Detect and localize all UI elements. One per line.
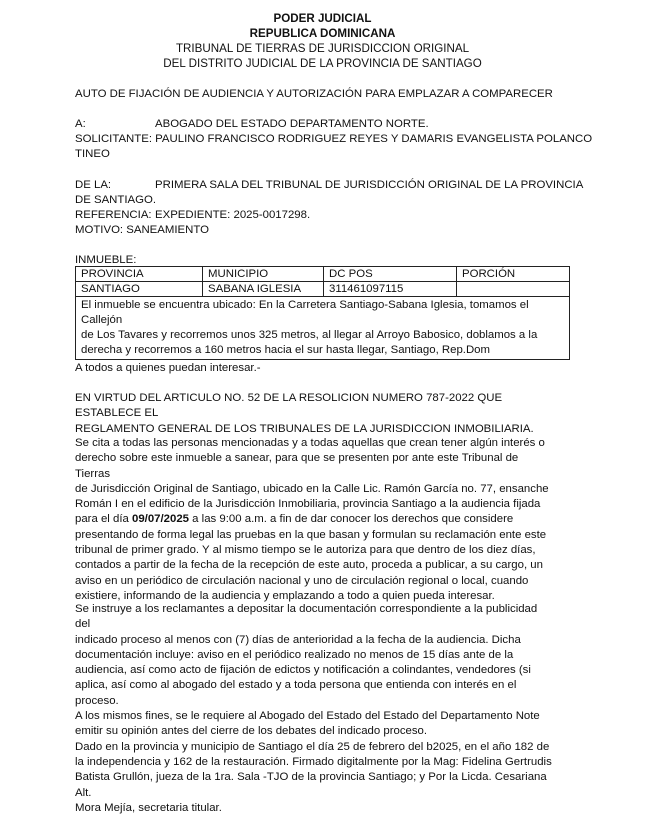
instruction-line: A los mismos fines, se le requiere al Abogado del Estado del Estado del Departamento Note	[75, 710, 540, 723]
reference-line	[75, 208, 310, 223]
table-cell: SANTIAGO	[76, 282, 203, 297]
hearing-date: 09/07/2025	[132, 513, 190, 526]
table-header-row	[76, 267, 570, 282]
instructions-paragraph	[75, 602, 555, 816]
table-header-cell: PROVINCIA	[76, 267, 203, 282]
instruction-line: aplica, así como al abogado del estado y a toda persona que entienda con interés en el	[75, 679, 517, 692]
document-title: AUTO DE FIJACIÓN DE AUDIENCIA Y AUTORIZACIÓN PARA EMPLAZAR A COMPARECER	[75, 88, 553, 100]
location-line: El inmueble se encuentra ubicado: En la Carretera Santiago-Sabana Iglesia, tomamos el Callejón	[81, 299, 529, 326]
location-line: de Los Tavares y recorremos unos 325 metros, al llegar al Arroyo Babosico, doblamos a la	[81, 329, 538, 341]
instruction-line: Dado en la provincia y municipio de Santiago el día 25 de febrero del b2025, en el año 182 de	[75, 740, 550, 753]
greeting: A todos a quienes puedan interesar.-	[75, 362, 261, 374]
citation-line: de Jurisdicción Original de Santiago, ubicado en la Calle Lic. Ramón García no. 77, ensanche	[75, 482, 549, 495]
citation-line: aviso en un periódico de circulación nacional y uno de circulación regional o local, cuando	[75, 574, 529, 587]
date-suffix: a las 9:00 a.m. a fin de dar conocer los derechos que considere	[189, 513, 514, 526]
instruction-line: documentación incluye: aviso en el periódico realizado no menos de 15 días ante de la	[75, 648, 514, 661]
location-cell	[76, 297, 570, 360]
date-prefix: para el día	[75, 513, 132, 526]
instruction-line: proceso.	[75, 694, 119, 707]
instruction-line: emitir su opinión antes del cierre de los debates del indicado proceso.	[75, 725, 428, 738]
recipient-label: A:	[75, 118, 86, 130]
header-line-3: TRIBUNAL DE TIERRAS DE JURISDICCION ORIGINAL	[175, 42, 470, 55]
instruction-line: la independencia y 162 de la restauración. Firmado digitalmente por la Mag: Fidelina Gertrudis	[75, 755, 552, 768]
issuer-line-2: DE SANTIAGO.	[75, 194, 157, 206]
location-row	[76, 297, 570, 360]
motive-line: MOTIVO: SANEAMIENTO	[75, 224, 209, 236]
issuer-value: PRIMERA SALA DEL TRIBUNAL DE JURISDICCIÓN ORIGINAL DE LA PROVINCIA	[155, 179, 584, 191]
reference-value: EXPEDIENTE: 2025-0017298.	[155, 209, 311, 221]
citation-date-line	[75, 512, 555, 527]
instruction-line: audiencia, así como acto de fijación de edictos y notificación a colindantes, vendedores (si	[75, 664, 531, 677]
citation-line: Román I en el edificio de la Jurisdicción Inmobiliaria, provincia Santiago a la audiencia fijada	[75, 498, 541, 511]
citation-line: existiere, informando de la audiencia y emplazando a todo a quien pueda interesar.	[75, 589, 495, 602]
table-cell: 311461097115	[324, 282, 457, 297]
citation-line: contados a partir de la fecha de la recepción de este auto, proceda a publicar, a su cargo, un	[75, 559, 543, 572]
issuer-line	[75, 178, 583, 193]
header-line-1: PODER JUDICIAL	[273, 12, 372, 25]
table-header-cell: PORCIÓN	[457, 267, 570, 282]
recipient-value: ABOGADO DEL ESTADO DEPARTAMENTO NORTE.	[155, 118, 429, 130]
citation-line: tribunal de primer grado. Y al mismo tiempo se le autoriza para que dentro de los diez días,	[75, 544, 536, 557]
header-line-4: DEL DISTRITO JUDICIAL DE LA PROVINCIA DE SANTIAGO	[163, 57, 482, 70]
legal-basis-line: EN VIRTUD DEL ARTICULO NO. 52 DE LA RESOLICION NUMERO 787-2022 QUE ESTABLECE EL	[75, 392, 503, 420]
citation-paragraph	[75, 436, 555, 604]
citation-line: derecho sobre este inmueble a sanear, para que se presenten por ante este Tribunal de Tierras	[75, 452, 519, 480]
table-cell	[457, 282, 570, 297]
instruction-line: Batista Grullón, jueza de la 1ra. Sala -TJO de la provincia Santiago; y Por la Licda. Cesariana Alt.	[75, 771, 547, 799]
table-row	[76, 282, 570, 297]
recipient-line	[75, 117, 429, 132]
citation-line: presentando de forma legal las pruebas en la que basan y formulan su reclamación ente este	[75, 528, 547, 541]
applicant-line-2: TINEO	[75, 148, 110, 160]
citation-line: Se cita a todas las personas mencionadas y a todas aquellas que crean tener algún interés o	[75, 437, 545, 449]
table-cell: SABANA IGLESIA	[203, 282, 324, 297]
legal-basis-line: REGLAMENTO GENERAL DE LOS TRIBUNALES DE LA JURISDICCION INMOBILIARIA.	[75, 422, 534, 435]
issuer-label: DE LA:	[75, 179, 112, 191]
reference-label: REFERENCIA:	[75, 209, 152, 221]
table-header-cell: DC POS	[324, 267, 457, 282]
table-header-cell: MUNICIPIO	[203, 267, 324, 282]
property-table	[75, 266, 570, 360]
instruction-line: Se instruye a los reclamantes a depositar la documentación correspondiente a la publicidad del	[75, 603, 538, 631]
header-line-2: REPUBLICA DOMINICANA	[249, 27, 396, 40]
instruction-line: indicado proceso al menos con (7) días de anterioridad a la fecha de la audiencia. Dicha	[75, 633, 521, 646]
legal-basis	[75, 391, 555, 437]
instruction-line: Mora Mejía, secretaria titular.	[75, 801, 222, 814]
location-line: derecha y recorremos a 160 metros hacia el sur hasta llegar, Santiago, Rep.Dom	[81, 344, 491, 356]
property-label: INMUEBLE:	[75, 254, 137, 266]
applicant-line-1: SOLICITANTE: PAULINO FRANCISCO RODRIGUEZ REYES Y DAMARIS EVANGELISTA POLANCO	[75, 133, 593, 145]
